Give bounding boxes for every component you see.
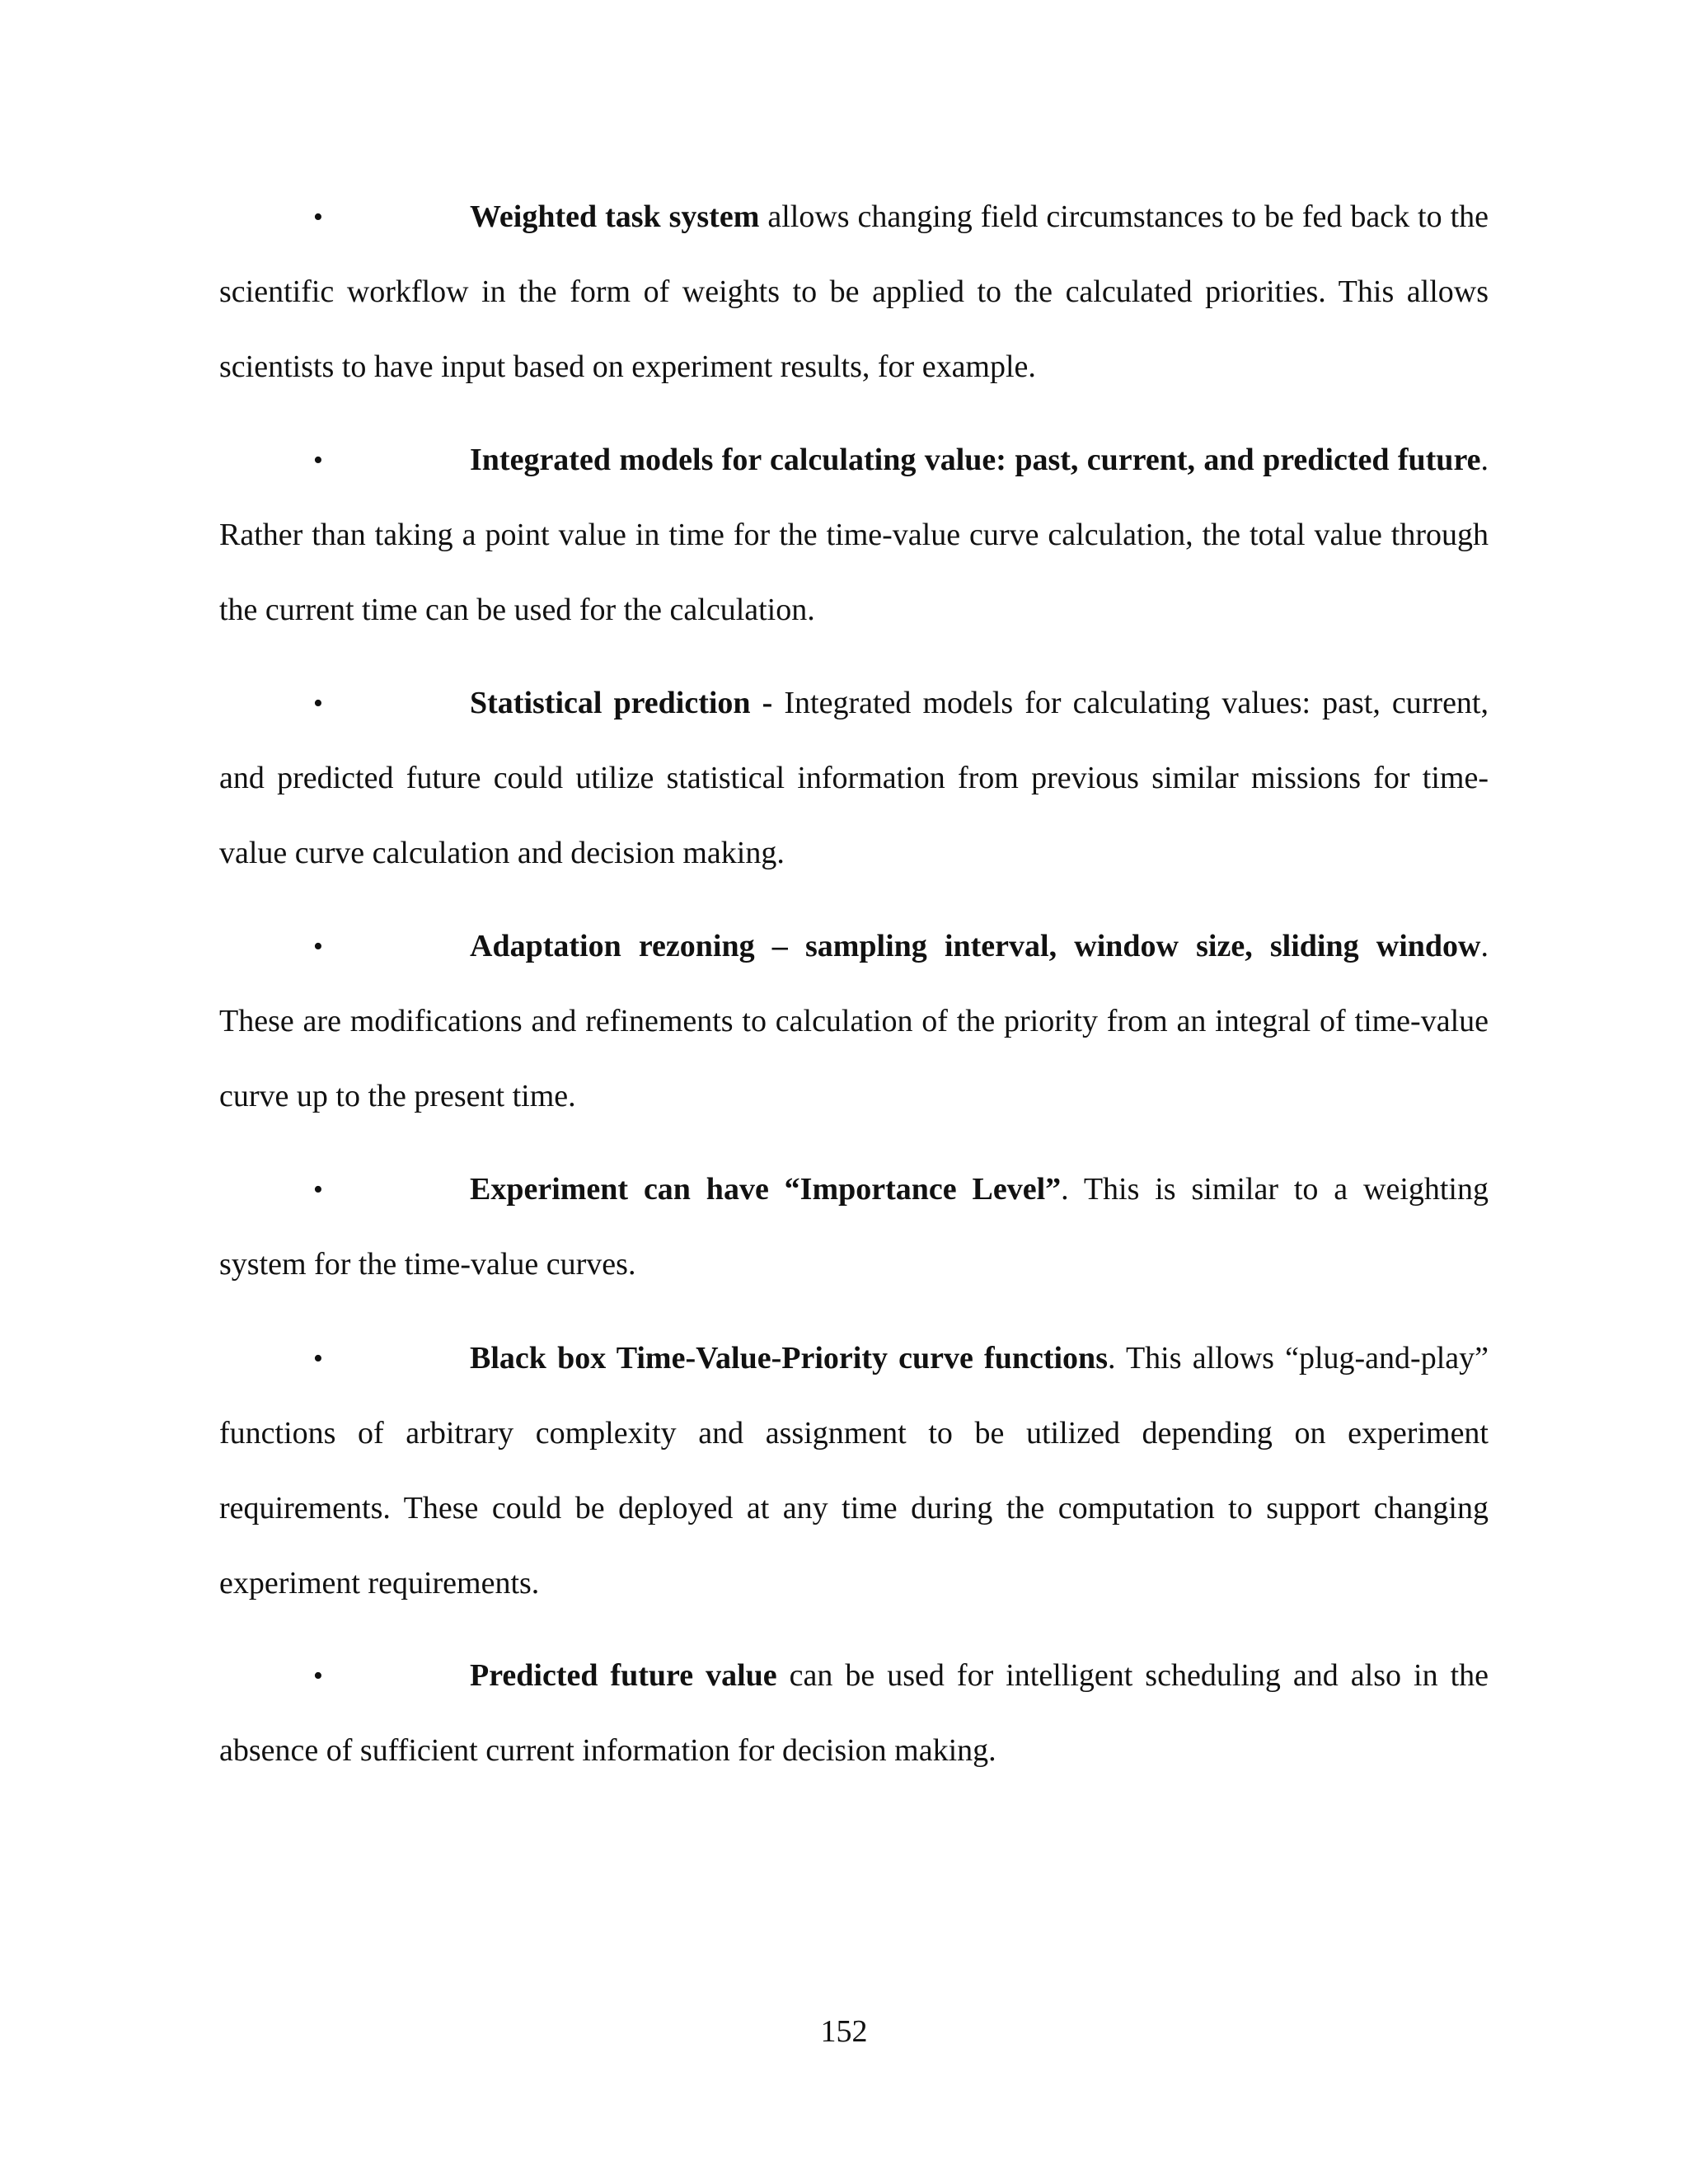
- list-item-term: Experiment can have “Importance Level”: [470, 1172, 1062, 1207]
- list-item-body: [219, 1152, 1489, 1302]
- list-item-body: [219, 1638, 1489, 1788]
- list-item-body: [219, 909, 1489, 1134]
- bullet-icon: •: [313, 931, 323, 962]
- list-item-term: Adaptation rezoning – sampling interval, window size, sliding window: [470, 929, 1481, 963]
- list-item-black-box-functions: [219, 1321, 1489, 1621]
- list-item-weighted-task-system: [219, 180, 1489, 405]
- bullet-icon: •: [313, 1661, 323, 1691]
- list-item-term: Statistical prediction -: [470, 686, 773, 720]
- list-item-integrated-models: [219, 423, 1489, 648]
- list-item-adaptation-rezoning: [219, 909, 1489, 1134]
- list-item-description: . This allows “plug-and-play” functions of arbitrary complexity and assignment to be utilized depending on experiment requirements. These could be deployed at any time during the computation to support changing experiment requirements.: [219, 1341, 1489, 1601]
- list-item-body: [219, 423, 1489, 648]
- page-number: 152: [820, 2014, 868, 2049]
- list-item-importance-level: [219, 1152, 1489, 1302]
- list-item-description: allows changing field circumstances to be fed back to the scientific workflow in the form of weights to be applied to the calculated priorities. This allows scientists to have input based on experiment results, for example.: [219, 199, 1489, 384]
- bullet-icon: •: [313, 445, 323, 476]
- list-item-description: Integrated models for calculating values: past, current, and predicted future could utilize statistical information from previous similar missions for time-value curve calculation and decision making.: [219, 686, 1489, 870]
- list-item-description: . These are modifications and refinements to calculation of the priority from an integral of time-value curve up to the present time.: [219, 929, 1489, 1113]
- list-item-predicted-future-value: [219, 1638, 1489, 1788]
- list-item-body: [219, 666, 1489, 891]
- bullet-icon: •: [313, 1174, 323, 1205]
- list-item-description: . Rather than taking a point value in time for the time-value curve calculation, the total value through the current time can be used for the calculation.: [219, 443, 1489, 627]
- list-item-term: Black box Time-Value-Priority curve functions: [470, 1341, 1108, 1376]
- list-item-statistical-prediction: [219, 666, 1489, 891]
- list-item-description: . This is similar to a weighting system for the time-value curves.: [219, 1172, 1489, 1282]
- list-item-term: Weighted task system: [470, 199, 760, 234]
- bullet-icon: •: [313, 1343, 323, 1374]
- list-item-body: [219, 180, 1489, 405]
- list-item-term: Predicted future value: [470, 1658, 777, 1693]
- list-item-term: Integrated models for calculating value: past, current, and predicted future: [470, 443, 1481, 477]
- bullet-icon: •: [313, 688, 323, 719]
- bullet-icon: •: [313, 202, 323, 232]
- list-item-description: can be used for intelligent scheduling and also in the absence of sufficient current information for decision making.: [219, 1658, 1489, 1768]
- list-item-body: [219, 1321, 1489, 1621]
